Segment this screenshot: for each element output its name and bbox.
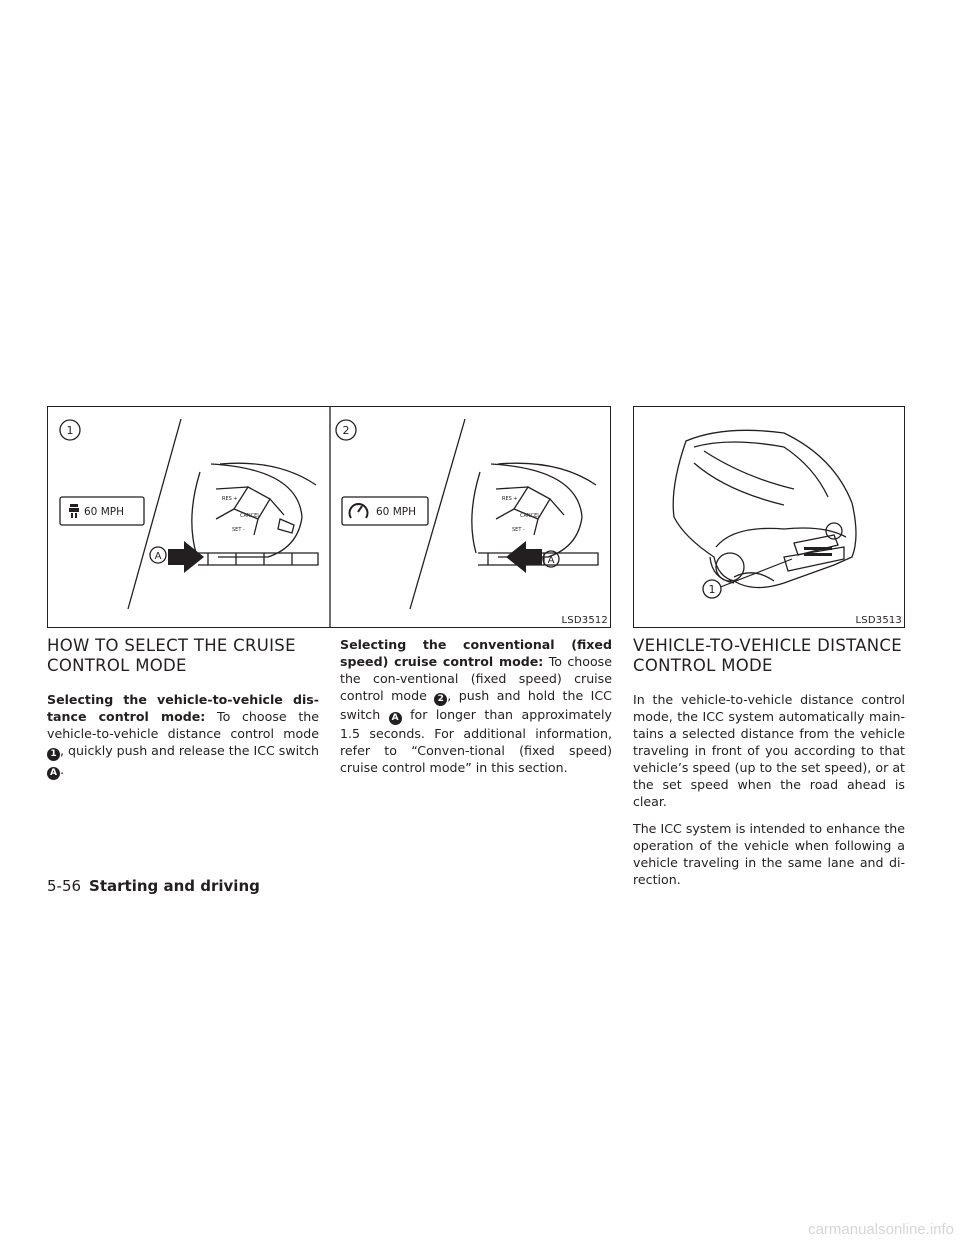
res-label: RES + — [222, 496, 238, 502]
vehicle-illustration — [634, 407, 905, 628]
callout-ref-a: A — [389, 712, 402, 725]
column-2 — [340, 636, 612, 786]
cancel-label-2: CANCEL — [520, 513, 541, 519]
paragraph-lead: Selecting the conventional (fixed speed) cruise control mode: — [340, 637, 612, 669]
watermark: carmanualsonline.info — [808, 1221, 954, 1238]
set-label-2: SET - — [512, 527, 525, 533]
paragraph-text: , push and hold the ICC switch — [340, 688, 612, 722]
set-label: SET - — [232, 527, 245, 533]
callout-1-label: 1 — [66, 424, 74, 437]
column-3 — [633, 636, 905, 898]
steering-switch-illustration — [48, 407, 611, 628]
display-speed-label-2: 60 MPH — [376, 506, 416, 518]
section-title: Starting and driving — [89, 877, 260, 895]
cancel-label: CANCEL — [240, 513, 261, 519]
figure-code: LSD3512 — [561, 615, 608, 626]
column-1 — [47, 636, 319, 790]
page-number: 5-56 — [47, 877, 82, 895]
callout-ref-a: A — [47, 767, 60, 780]
callout-2-label: 2 — [342, 424, 350, 437]
paragraph-text: To choose the con-ventional (fixed speed) cruise control mode — [340, 654, 612, 703]
paragraph-distance-control: In the vehicle-to-vehicle distance control mode, the ICC system automatically main-tains a selected distance from the vehicle traveling in front of you according to that vehicle’s speed (up to the set speed), or at the set speed when the road ahead is clear. — [633, 692, 905, 809]
section-heading-distance-mode: VEHICLE-TO-VEHICLE DISTANCE CONTROL MODE — [633, 636, 902, 675]
res-label-2: RES + — [502, 496, 518, 502]
callout-ref-2: 2 — [434, 693, 447, 706]
display-speed-label: 60 MPH — [84, 506, 124, 518]
vehicle-figure — [633, 406, 905, 628]
section-heading-cruise-mode: HOW TO SELECT THE CRUISE CONTROL MODE — [47, 636, 296, 675]
figure-code-2: LSD3513 — [855, 615, 902, 626]
steering-switch-figure — [47, 406, 611, 628]
paragraph-conventional — [340, 636, 612, 776]
vehicle-callout-1-label: 1 — [708, 583, 716, 596]
switch-a-label-2: A — [547, 555, 555, 566]
paragraph-icc-purpose: The ICC system is intended to enhance the operation of the vehicle when following a vehicle traveling in the same lane and di-rection. — [633, 821, 905, 887]
page-footer — [47, 876, 260, 896]
paragraph-vehicle-to-vehicle — [47, 691, 319, 780]
paragraph-text: for longer than approximately 1.5 seconds. For additional information, refer to “Conven-tional (fixed speed) cruise control mode” in this section. — [340, 707, 612, 775]
switch-a-label: A — [154, 551, 162, 562]
callout-ref-1: 1 — [47, 748, 60, 761]
paragraph-lead: Selecting the vehicle-to-vehicle dis-tance control mode: — [47, 692, 319, 724]
paragraph-text: . — [60, 762, 65, 777]
paragraph-text: To choose the vehicle-to-vehicle distance control mode — [47, 709, 319, 741]
paragraph-text: , quickly push and release the ICC switch — [60, 743, 319, 758]
